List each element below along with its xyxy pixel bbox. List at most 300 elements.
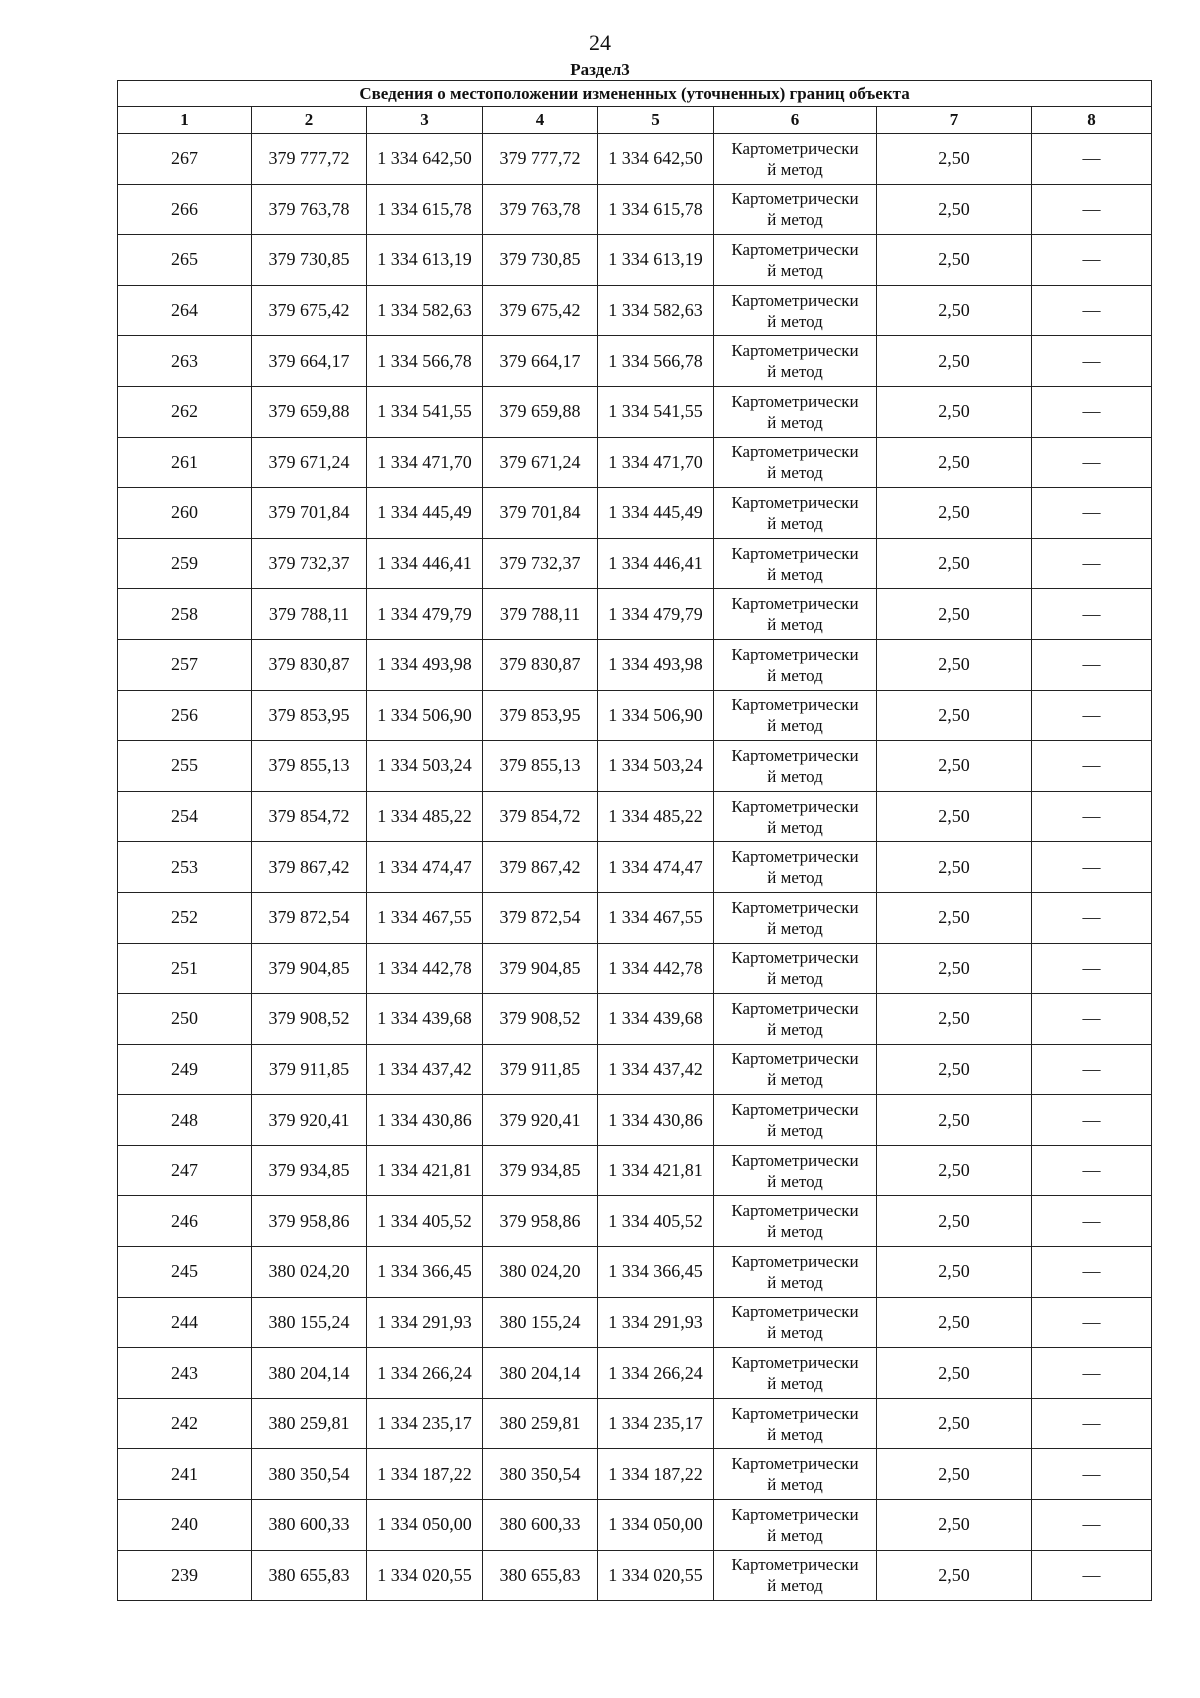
column-number: 5 xyxy=(598,107,714,134)
note-cell: — xyxy=(1032,184,1152,235)
method-cell xyxy=(714,1449,877,1500)
method-line: Картометрически xyxy=(731,189,859,209)
point-number-cell: 262 xyxy=(118,386,252,437)
method-cell xyxy=(714,1550,877,1601)
method-cell xyxy=(714,336,877,387)
table-row xyxy=(118,1398,1152,1449)
x-existing-cell: 379 854,72 xyxy=(252,791,367,842)
method-cell xyxy=(714,589,877,640)
x-new-cell: 379 855,13 xyxy=(483,741,598,792)
page-number: 24 xyxy=(589,30,611,55)
note-cell: — xyxy=(1032,386,1152,437)
y-existing-cell: 1 334 582,63 xyxy=(367,285,483,336)
y-new-cell: 1 334 446,41 xyxy=(598,538,714,589)
x-existing-cell: 379 855,13 xyxy=(252,741,367,792)
method-line: й метод xyxy=(767,1323,823,1343)
method-line: й метод xyxy=(767,615,823,635)
y-existing-cell: 1 334 485,22 xyxy=(367,791,483,842)
method-line: Картометрически xyxy=(731,796,859,816)
method-cell xyxy=(714,1398,877,1449)
method-line: й метод xyxy=(767,716,823,736)
y-existing-cell: 1 334 615,78 xyxy=(367,184,483,235)
x-new-cell: 379 788,11 xyxy=(483,589,598,640)
table-row xyxy=(118,1145,1152,1196)
method-cell xyxy=(714,285,877,336)
accuracy-cell: 2,50 xyxy=(877,1550,1032,1601)
y-existing-cell: 1 334 187,22 xyxy=(367,1449,483,1500)
point-number-cell: 261 xyxy=(118,437,252,488)
x-new-cell: 380 600,33 xyxy=(483,1500,598,1551)
y-existing-cell: 1 334 430,86 xyxy=(367,1095,483,1146)
point-number-cell: 260 xyxy=(118,488,252,539)
method-line: й метод xyxy=(767,1374,823,1394)
x-new-cell: 379 701,84 xyxy=(483,488,598,539)
x-new-cell: 379 872,54 xyxy=(483,892,598,943)
table-row xyxy=(118,994,1152,1045)
table-row xyxy=(118,589,1152,640)
y-new-cell: 1 334 479,79 xyxy=(598,589,714,640)
table-row xyxy=(118,741,1152,792)
y-existing-cell: 1 334 493,98 xyxy=(367,639,483,690)
accuracy-cell: 2,50 xyxy=(877,1145,1032,1196)
y-existing-cell: 1 334 566,78 xyxy=(367,336,483,387)
table-row xyxy=(118,892,1152,943)
method-line: й метод xyxy=(767,918,823,938)
note-cell: — xyxy=(1032,437,1152,488)
y-existing-cell: 1 334 613,19 xyxy=(367,235,483,286)
table-row xyxy=(118,184,1152,235)
y-existing-cell: 1 334 421,81 xyxy=(367,1145,483,1196)
method-line: Картометрически xyxy=(731,239,859,259)
y-new-cell: 1 334 235,17 xyxy=(598,1398,714,1449)
note-cell: — xyxy=(1032,1247,1152,1298)
x-new-cell: 380 350,54 xyxy=(483,1449,598,1500)
accuracy-cell: 2,50 xyxy=(877,1095,1032,1146)
accuracy-cell: 2,50 xyxy=(877,1247,1032,1298)
x-existing-cell: 379 934,85 xyxy=(252,1145,367,1196)
x-new-cell: 379 853,95 xyxy=(483,690,598,741)
method-line: й метод xyxy=(767,817,823,837)
x-new-cell: 380 655,83 xyxy=(483,1550,598,1601)
accuracy-cell: 2,50 xyxy=(877,184,1032,235)
point-number-cell: 239 xyxy=(118,1550,252,1601)
x-existing-cell: 380 600,33 xyxy=(252,1500,367,1551)
table-row xyxy=(118,1196,1152,1247)
table-row xyxy=(118,943,1152,994)
y-new-cell: 1 334 421,81 xyxy=(598,1145,714,1196)
note-cell: — xyxy=(1032,943,1152,994)
method-line: Картометрически xyxy=(731,543,859,563)
method-cell xyxy=(714,994,877,1045)
x-new-cell: 379 777,72 xyxy=(483,134,598,185)
method-line: й метод xyxy=(767,1222,823,1242)
table-row xyxy=(118,437,1152,488)
table-row xyxy=(118,538,1152,589)
x-existing-cell: 379 701,84 xyxy=(252,488,367,539)
point-number-cell: 259 xyxy=(118,538,252,589)
x-existing-cell: 380 024,20 xyxy=(252,1247,367,1298)
method-line: Картометрически xyxy=(731,1302,859,1322)
x-new-cell: 379 904,85 xyxy=(483,943,598,994)
y-existing-cell: 1 334 503,24 xyxy=(367,741,483,792)
method-line: Картометрически xyxy=(731,1504,859,1524)
accuracy-cell: 2,50 xyxy=(877,1044,1032,1095)
method-line: й метод xyxy=(767,1475,823,1495)
method-line: й метод xyxy=(767,260,823,280)
method-cell xyxy=(714,1145,877,1196)
y-existing-cell: 1 334 439,68 xyxy=(367,994,483,1045)
y-new-cell: 1 334 582,63 xyxy=(598,285,714,336)
method-line: й метод xyxy=(767,1272,823,1292)
x-new-cell: 379 830,87 xyxy=(483,639,598,690)
y-new-cell: 1 334 642,50 xyxy=(598,134,714,185)
method-line: Картометрически xyxy=(731,695,859,715)
table-row xyxy=(118,134,1152,185)
accuracy-cell: 2,50 xyxy=(877,1348,1032,1399)
table-row xyxy=(118,1247,1152,1298)
note-cell: — xyxy=(1032,741,1152,792)
y-existing-cell: 1 334 050,00 xyxy=(367,1500,483,1551)
y-new-cell: 1 334 020,55 xyxy=(598,1550,714,1601)
y-existing-cell: 1 334 445,49 xyxy=(367,488,483,539)
point-number-cell: 258 xyxy=(118,589,252,640)
point-number-cell: 263 xyxy=(118,336,252,387)
x-existing-cell: 379 911,85 xyxy=(252,1044,367,1095)
x-existing-cell: 379 872,54 xyxy=(252,892,367,943)
method-cell xyxy=(714,184,877,235)
method-cell xyxy=(714,1044,877,1095)
accuracy-cell: 2,50 xyxy=(877,690,1032,741)
point-number-cell: 242 xyxy=(118,1398,252,1449)
x-new-cell: 379 920,41 xyxy=(483,1095,598,1146)
accuracy-cell: 2,50 xyxy=(877,1398,1032,1449)
method-line: Картометрически xyxy=(731,1150,859,1170)
method-line: Картометрически xyxy=(731,1454,859,1474)
method-cell xyxy=(714,1095,877,1146)
y-new-cell: 1 334 541,55 xyxy=(598,386,714,437)
x-new-cell: 379 867,42 xyxy=(483,842,598,893)
x-new-cell: 379 675,42 xyxy=(483,285,598,336)
method-line: Картометрически xyxy=(731,644,859,664)
y-existing-cell: 1 334 471,70 xyxy=(367,437,483,488)
point-number-cell: 243 xyxy=(118,1348,252,1399)
y-existing-cell: 1 334 405,52 xyxy=(367,1196,483,1247)
note-cell: — xyxy=(1032,1550,1152,1601)
column-number: 3 xyxy=(367,107,483,134)
y-new-cell: 1 334 445,49 xyxy=(598,488,714,539)
method-line: Картометрически xyxy=(731,594,859,614)
method-cell xyxy=(714,488,877,539)
x-new-cell: 380 204,14 xyxy=(483,1348,598,1399)
method-line: Картометрически xyxy=(731,948,859,968)
y-new-cell: 1 334 613,19 xyxy=(598,235,714,286)
column-number: 2 xyxy=(252,107,367,134)
y-new-cell: 1 334 291,93 xyxy=(598,1297,714,1348)
method-cell xyxy=(714,892,877,943)
point-number-cell: 257 xyxy=(118,639,252,690)
method-cell xyxy=(714,437,877,488)
method-line: й метод xyxy=(767,766,823,786)
x-existing-cell: 379 675,42 xyxy=(252,285,367,336)
method-line: Картометрически xyxy=(731,391,859,411)
point-number-cell: 251 xyxy=(118,943,252,994)
x-new-cell: 379 730,85 xyxy=(483,235,598,286)
table-row xyxy=(118,285,1152,336)
accuracy-cell: 2,50 xyxy=(877,285,1032,336)
x-existing-cell: 379 908,52 xyxy=(252,994,367,1045)
note-cell: — xyxy=(1032,589,1152,640)
table-row xyxy=(118,386,1152,437)
accuracy-cell: 2,50 xyxy=(877,437,1032,488)
y-new-cell: 1 334 437,42 xyxy=(598,1044,714,1095)
table-row xyxy=(118,488,1152,539)
method-line: й метод xyxy=(767,159,823,179)
note-cell: — xyxy=(1032,538,1152,589)
x-existing-cell: 379 763,78 xyxy=(252,184,367,235)
method-cell xyxy=(714,791,877,842)
accuracy-cell: 2,50 xyxy=(877,741,1032,792)
method-line: Картометрически xyxy=(731,1353,859,1373)
method-line: й метод xyxy=(767,362,823,382)
accuracy-cell: 2,50 xyxy=(877,488,1032,539)
x-existing-cell: 379 904,85 xyxy=(252,943,367,994)
method-cell xyxy=(714,386,877,437)
y-new-cell: 1 334 493,98 xyxy=(598,639,714,690)
note-cell: — xyxy=(1032,994,1152,1045)
y-new-cell: 1 334 474,47 xyxy=(598,842,714,893)
point-number-cell: 245 xyxy=(118,1247,252,1298)
method-line: Картометрически xyxy=(731,341,859,361)
y-new-cell: 1 334 439,68 xyxy=(598,994,714,1045)
y-existing-cell: 1 334 437,42 xyxy=(367,1044,483,1095)
x-existing-cell: 379 730,85 xyxy=(252,235,367,286)
x-new-cell: 379 659,88 xyxy=(483,386,598,437)
column-number: 1 xyxy=(118,107,252,134)
y-existing-cell: 1 334 506,90 xyxy=(367,690,483,741)
method-cell xyxy=(714,741,877,792)
method-cell xyxy=(714,1297,877,1348)
y-new-cell: 1 334 471,70 xyxy=(598,437,714,488)
column-number: 7 xyxy=(877,107,1032,134)
method-cell xyxy=(714,842,877,893)
method-line: й метод xyxy=(767,412,823,432)
y-existing-cell: 1 334 235,17 xyxy=(367,1398,483,1449)
method-cell xyxy=(714,235,877,286)
y-existing-cell: 1 334 442,78 xyxy=(367,943,483,994)
point-number-cell: 241 xyxy=(118,1449,252,1500)
y-new-cell: 1 334 366,45 xyxy=(598,1247,714,1298)
y-existing-cell: 1 334 266,24 xyxy=(367,1348,483,1399)
x-new-cell: 379 763,78 xyxy=(483,184,598,235)
method-cell xyxy=(714,1500,877,1551)
y-new-cell: 1 334 506,90 xyxy=(598,690,714,741)
method-line: й метод xyxy=(767,1525,823,1545)
accuracy-cell: 2,50 xyxy=(877,1297,1032,1348)
column-number: 8 xyxy=(1032,107,1152,134)
note-cell: — xyxy=(1032,1398,1152,1449)
note-cell: — xyxy=(1032,1044,1152,1095)
table-row xyxy=(118,690,1152,741)
method-line: й метод xyxy=(767,564,823,584)
method-line: Картометрически xyxy=(731,1201,859,1221)
x-new-cell: 379 908,52 xyxy=(483,994,598,1045)
x-existing-cell: 379 867,42 xyxy=(252,842,367,893)
method-cell xyxy=(714,943,877,994)
note-cell: — xyxy=(1032,285,1152,336)
y-new-cell: 1 334 266,24 xyxy=(598,1348,714,1399)
table-row xyxy=(118,235,1152,286)
table-row xyxy=(118,639,1152,690)
x-new-cell: 379 664,17 xyxy=(483,336,598,387)
method-cell xyxy=(714,639,877,690)
table-row xyxy=(118,842,1152,893)
x-existing-cell: 379 920,41 xyxy=(252,1095,367,1146)
method-line: й метод xyxy=(767,1424,823,1444)
accuracy-cell: 2,50 xyxy=(877,538,1032,589)
note-cell: — xyxy=(1032,1500,1152,1551)
method-cell xyxy=(714,134,877,185)
point-number-cell: 250 xyxy=(118,994,252,1045)
x-new-cell: 380 155,24 xyxy=(483,1297,598,1348)
method-line: Картометрически xyxy=(731,745,859,765)
y-new-cell: 1 334 615,78 xyxy=(598,184,714,235)
note-cell: — xyxy=(1032,134,1152,185)
point-number-cell: 248 xyxy=(118,1095,252,1146)
accuracy-cell: 2,50 xyxy=(877,791,1032,842)
method-line: й метод xyxy=(767,1070,823,1090)
method-cell xyxy=(714,1247,877,1298)
method-line: Картометрически xyxy=(731,1049,859,1069)
y-existing-cell: 1 334 541,55 xyxy=(367,386,483,437)
method-line: Картометрически xyxy=(731,492,859,512)
table-row xyxy=(118,1348,1152,1399)
y-existing-cell: 1 334 366,45 xyxy=(367,1247,483,1298)
x-new-cell: 379 911,85 xyxy=(483,1044,598,1095)
y-existing-cell: 1 334 291,93 xyxy=(367,1297,483,1348)
method-line: й метод xyxy=(767,868,823,888)
point-number-cell: 254 xyxy=(118,791,252,842)
method-line: й метод xyxy=(767,1019,823,1039)
point-number-cell: 253 xyxy=(118,842,252,893)
y-new-cell: 1 334 467,55 xyxy=(598,892,714,943)
method-cell xyxy=(714,1196,877,1247)
y-new-cell: 1 334 566,78 xyxy=(598,336,714,387)
note-cell: — xyxy=(1032,1297,1152,1348)
method-line: й метод xyxy=(767,1576,823,1596)
method-line: Картометрически xyxy=(731,998,859,1018)
accuracy-cell: 2,50 xyxy=(877,1449,1032,1500)
x-existing-cell: 379 788,11 xyxy=(252,589,367,640)
method-line: й метод xyxy=(767,1171,823,1191)
table-row xyxy=(118,336,1152,387)
x-new-cell: 379 854,72 xyxy=(483,791,598,842)
point-number-cell: 265 xyxy=(118,235,252,286)
x-new-cell: 379 958,86 xyxy=(483,1196,598,1247)
y-existing-cell: 1 334 467,55 xyxy=(367,892,483,943)
method-line: Картометрически xyxy=(731,138,859,158)
method-line: й метод xyxy=(767,969,823,989)
table-row xyxy=(118,1500,1152,1551)
accuracy-cell: 2,50 xyxy=(877,842,1032,893)
accuracy-cell: 2,50 xyxy=(877,892,1032,943)
accuracy-cell: 2,50 xyxy=(877,235,1032,286)
note-cell: — xyxy=(1032,1095,1152,1146)
x-existing-cell: 379 958,86 xyxy=(252,1196,367,1247)
table-row xyxy=(118,1550,1152,1601)
point-number-cell: 256 xyxy=(118,690,252,741)
accuracy-cell: 2,50 xyxy=(877,386,1032,437)
accuracy-cell: 2,50 xyxy=(877,134,1032,185)
point-number-cell: 246 xyxy=(118,1196,252,1247)
y-new-cell: 1 334 485,22 xyxy=(598,791,714,842)
x-existing-cell: 379 732,37 xyxy=(252,538,367,589)
y-new-cell: 1 334 430,86 xyxy=(598,1095,714,1146)
x-existing-cell: 380 259,81 xyxy=(252,1398,367,1449)
table-caption: Сведения о местоположении измененных (уточненных) границ объекта xyxy=(118,81,1152,107)
method-cell xyxy=(714,1348,877,1399)
table-row xyxy=(118,791,1152,842)
note-cell: — xyxy=(1032,690,1152,741)
table-row xyxy=(118,1095,1152,1146)
method-line: й метод xyxy=(767,665,823,685)
x-new-cell: 379 671,24 xyxy=(483,437,598,488)
x-existing-cell: 380 155,24 xyxy=(252,1297,367,1348)
accuracy-cell: 2,50 xyxy=(877,943,1032,994)
y-new-cell: 1 334 405,52 xyxy=(598,1196,714,1247)
point-number-cell: 249 xyxy=(118,1044,252,1095)
method-line: Картометрически xyxy=(731,1251,859,1271)
method-line: Картометрически xyxy=(731,847,859,867)
y-existing-cell: 1 334 020,55 xyxy=(367,1550,483,1601)
x-new-cell: 380 259,81 xyxy=(483,1398,598,1449)
y-new-cell: 1 334 187,22 xyxy=(598,1449,714,1500)
note-cell: — xyxy=(1032,892,1152,943)
point-number-cell: 255 xyxy=(118,741,252,792)
method-line: Картометрически xyxy=(731,897,859,917)
y-new-cell: 1 334 503,24 xyxy=(598,741,714,792)
point-number-cell: 252 xyxy=(118,892,252,943)
method-line: й метод xyxy=(767,311,823,331)
note-cell: — xyxy=(1032,488,1152,539)
method-line: й метод xyxy=(767,210,823,230)
accuracy-cell: 2,50 xyxy=(877,639,1032,690)
y-existing-cell: 1 334 479,79 xyxy=(367,589,483,640)
point-number-cell: 240 xyxy=(118,1500,252,1551)
x-existing-cell: 380 350,54 xyxy=(252,1449,367,1500)
note-cell: — xyxy=(1032,1348,1152,1399)
x-existing-cell: 379 659,88 xyxy=(252,386,367,437)
method-line: Картометрически xyxy=(731,1403,859,1423)
method-line: й метод xyxy=(767,1121,823,1141)
section-title: Раздел3 xyxy=(570,60,630,79)
method-line: Картометрически xyxy=(731,442,859,462)
note-cell: — xyxy=(1032,235,1152,286)
point-number-cell: 266 xyxy=(118,184,252,235)
note-cell: — xyxy=(1032,1145,1152,1196)
y-existing-cell: 1 334 446,41 xyxy=(367,538,483,589)
x-new-cell: 379 732,37 xyxy=(483,538,598,589)
accuracy-cell: 2,50 xyxy=(877,1196,1032,1247)
column-number: 4 xyxy=(483,107,598,134)
x-existing-cell: 379 777,72 xyxy=(252,134,367,185)
table-row xyxy=(118,1449,1152,1500)
note-cell: — xyxy=(1032,842,1152,893)
note-cell: — xyxy=(1032,1449,1152,1500)
x-existing-cell: 380 655,83 xyxy=(252,1550,367,1601)
accuracy-cell: 2,50 xyxy=(877,1500,1032,1551)
method-line: Картометрически xyxy=(731,290,859,310)
x-existing-cell: 379 830,87 xyxy=(252,639,367,690)
